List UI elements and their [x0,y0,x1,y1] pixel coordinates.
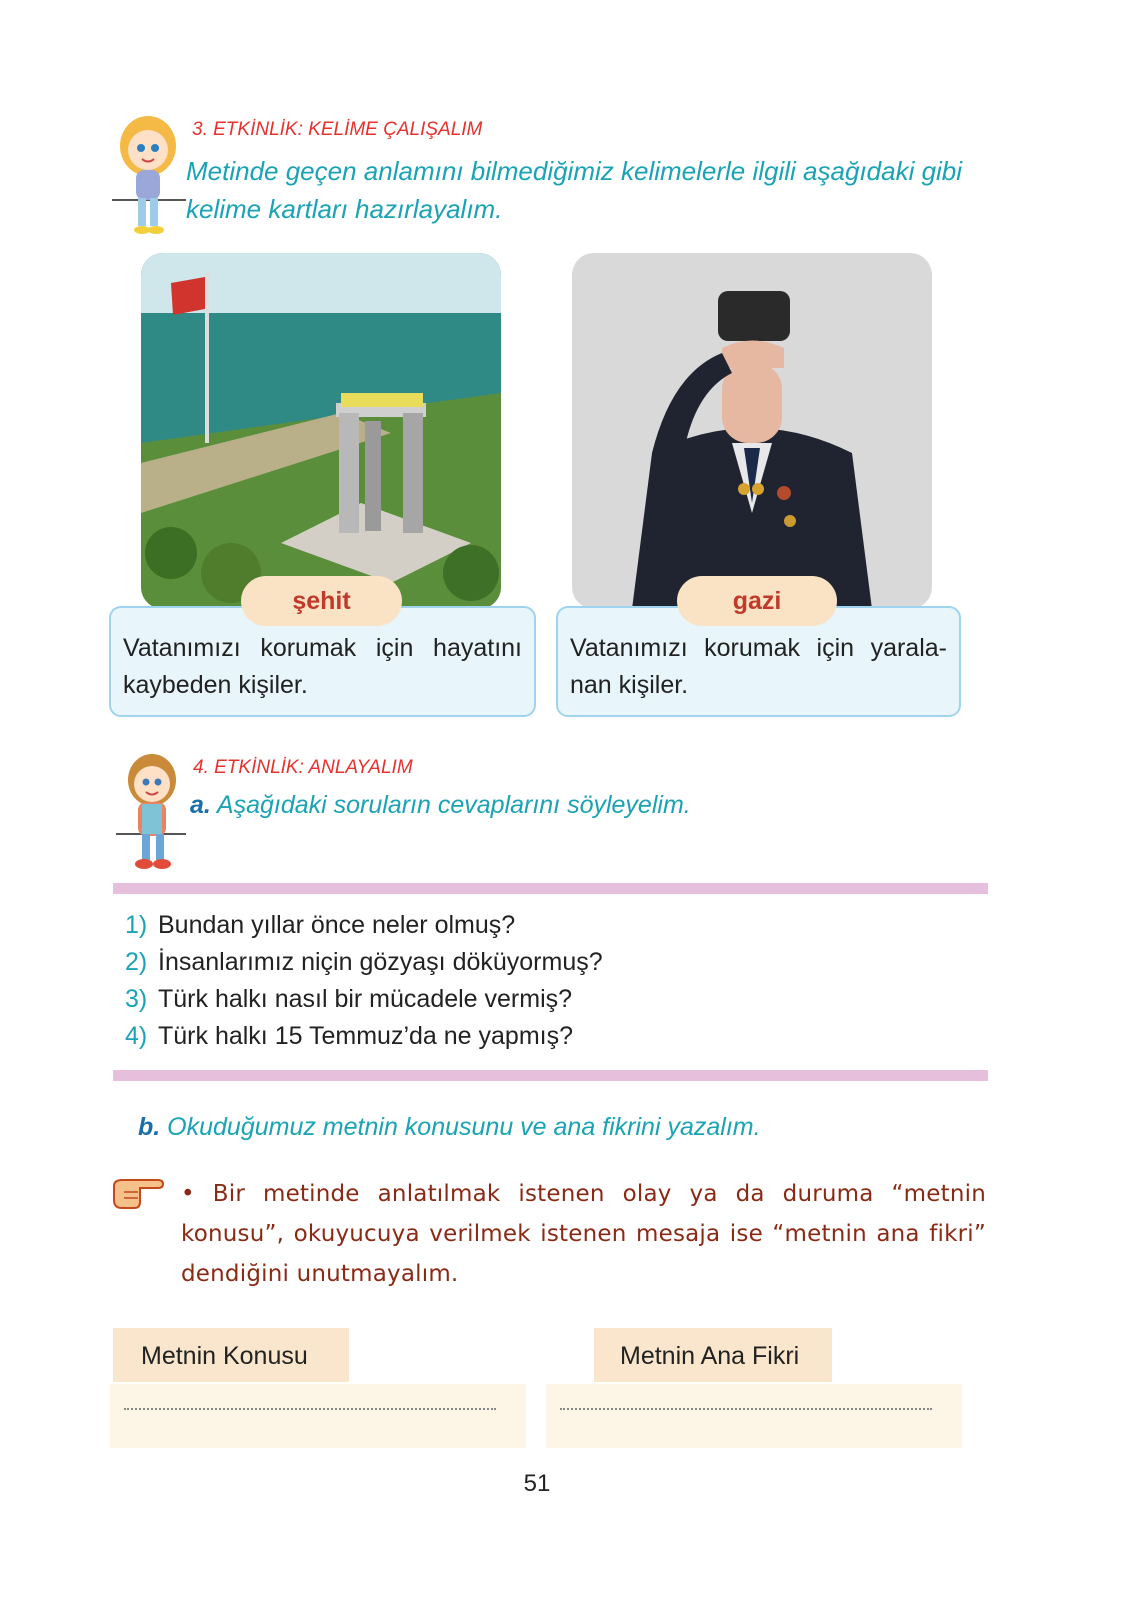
activity-3-title: 3. ETKİNLİK: KELİME ÇALIŞALIM [192,119,483,140]
main-idea-label: Metnin Ana Fikri [594,1328,832,1382]
part-b-instruction [138,1108,761,1146]
question-number: 2) [125,948,148,976]
question-number: 1) [125,911,148,939]
activity-3-instruction [186,152,986,228]
page-number: 51 [523,1470,551,1497]
definition-text: Vatanımızı korumak için yarala-nan kişiler. [570,634,947,699]
pointing-hand-icon [110,1172,164,1212]
question-item [125,1018,573,1054]
question-number: 4) [125,1022,148,1050]
question-text: Türk halkı 15 Temmuz’da ne yapmış? [158,1022,574,1050]
topic-label: Metnin Konusu [113,1328,349,1382]
question-item [125,907,515,943]
question-item [125,944,603,980]
dotted-line [124,1408,496,1410]
note-paragraph [181,1174,986,1294]
veteran-photo [572,253,932,609]
part-b-text: Okuduğumuz metnin konusunu ve ana fikrini yazalım. [167,1113,761,1141]
note-bullet: • [181,1181,195,1207]
question-text: İnsanlarımız niçin gözyaşı döküyormuş? [158,948,603,976]
part-b-marker: b. [138,1113,161,1141]
question-item [125,981,572,1017]
question-number: 3) [125,985,148,1013]
girl-illustration-2 [112,750,188,876]
part-a-text: Aşağıdaki soruların cevaplarını söyleyelim. [216,791,691,819]
bottom-pink-rule [113,1070,988,1081]
question-text: Bundan yıllar önce neler olmuş? [158,911,516,939]
girl-illustration-1 [110,112,188,240]
question-text: Türk halkı nasıl bir mücadele vermiş? [158,985,573,1013]
word-pill-gazi: gazi [677,576,837,626]
top-pink-rule [113,883,988,894]
main-idea-answer-field[interactable] [546,1384,962,1448]
definition-text: Vatanımızı korumak için hayatını kaybeden kişiler. [123,634,522,699]
word-pill-sehit: şehit [241,576,402,626]
part-a-marker: a. [190,791,211,819]
instruction-line-2: kelime kartları hazırlayalım. [186,194,503,224]
activity-4-title: 4. ETKİNLİK: ANLAYALIM [193,757,413,778]
dotted-line [560,1408,932,1410]
note-text: Bir metinde anlatılmak istenen olay ya da duruma “metnin konusu”, okuyucuya verilmek istenen mesaja ise “metnin ana fikri” dendiğini unutmayalım. [181,1181,986,1287]
part-a-instruction [190,786,691,824]
martyrs-memorial-photo [141,253,501,609]
topic-answer-field[interactable] [110,1384,526,1448]
instruction-line-1: Metinde geçen anlamını bilmediğimiz kelimelerle ilgili aşağıdaki gibi [186,156,963,186]
